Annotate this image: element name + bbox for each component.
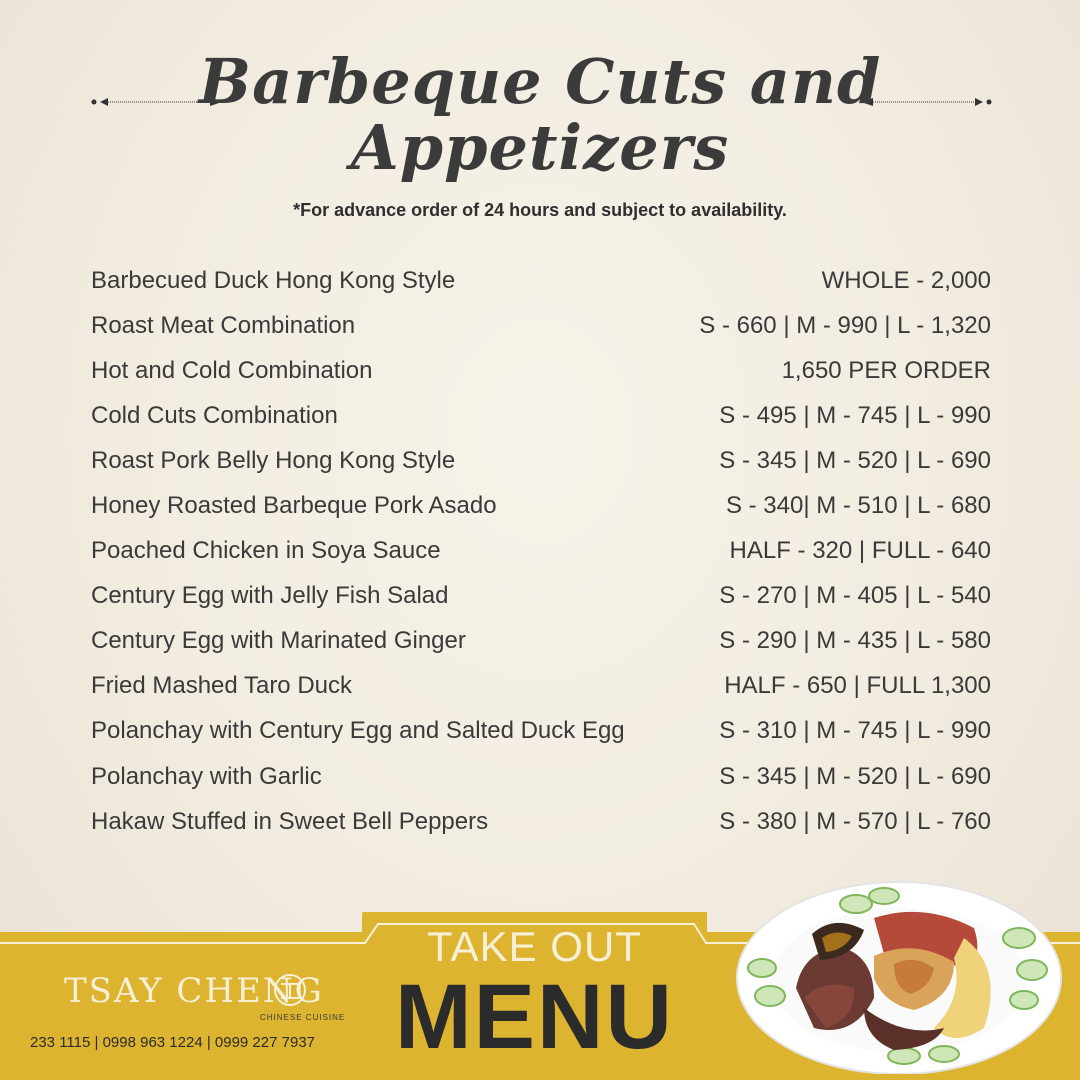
menu-item-name: Polanchay with Garlic <box>91 762 322 790</box>
menu-item-name: Poached Chicken in Soya Sauce <box>91 537 441 565</box>
menu-item-price: S - 495 | M - 745 | L - 990 <box>719 401 991 429</box>
menu-item-name: Cold Cuts Combination <box>91 401 338 429</box>
menu-item-name: Roast Meat Combination <box>91 311 356 339</box>
menu-item-name: Century Egg with Marinated Ginger <box>91 627 466 655</box>
brand-subtitle: CHINESE CUISINE <box>260 1013 346 1022</box>
page-title-line-2: Appetizers <box>350 111 730 184</box>
tsay-cheng-logo <box>62 958 362 1038</box>
menu-item-name: Polanchay with Century Egg and Salted Duck Egg <box>91 717 625 745</box>
menu-item-name: Century Egg with Jelly Fish Salad <box>91 582 449 610</box>
phone-numbers: 233 1115 | 0998 963 1224 | 0999 227 7937 <box>30 1034 315 1051</box>
menu-item-price: S - 345 | M - 520 | L - 690 <box>719 762 991 790</box>
takeout-label: TAKE OUT <box>427 923 642 970</box>
menu-item-price: S - 310 | M - 745 | L - 990 <box>719 717 991 745</box>
menu-item-price: 1,650 PER ORDER <box>781 356 991 384</box>
menu-item-name: Fried Mashed Taro Duck <box>91 672 352 700</box>
menu-label: MENU <box>395 966 674 1068</box>
menu-item-name: Hot and Cold Combination <box>91 356 373 384</box>
menu-item-name: Honey Roasted Barbeque Pork Asado <box>91 492 497 520</box>
menu-item-name: Roast Pork Belly Hong Kong Style <box>91 446 456 474</box>
menu-item-price: S - 380 | M - 570 | L - 760 <box>719 807 991 835</box>
advance-order-note: *For advance order of 24 hours and subject to availability. <box>293 200 787 220</box>
menu-item-price: S - 340| M - 510 | L - 680 <box>725 492 991 520</box>
menu-item-price: S - 290 | M - 435 | L - 580 <box>719 627 991 655</box>
menu-item-price: WHOLE - 2,000 <box>821 266 991 294</box>
menu-item-price: S - 345 | M - 520 | L - 690 <box>719 446 991 474</box>
menu-item-name: Hakaw Stuffed in Sweet Bell Peppers <box>91 807 489 835</box>
menu-item-price: S - 660 | M - 990 | L - 1,320 <box>699 311 991 339</box>
menu-item-price: HALF - 320 | FULL - 640 <box>729 537 991 565</box>
menu-item-price: S - 270 | M - 405 | L - 540 <box>719 582 991 610</box>
menu-item-name: Barbecued Duck Hong Kong Style <box>91 266 456 294</box>
brand-name: TSAY CHENG <box>64 971 324 1011</box>
food-plate-image <box>734 878 1064 1074</box>
page-title-line-1: Barbeque Cuts and <box>198 45 882 118</box>
menu-item-price: HALF - 650 | FULL 1,300 <box>724 672 991 700</box>
